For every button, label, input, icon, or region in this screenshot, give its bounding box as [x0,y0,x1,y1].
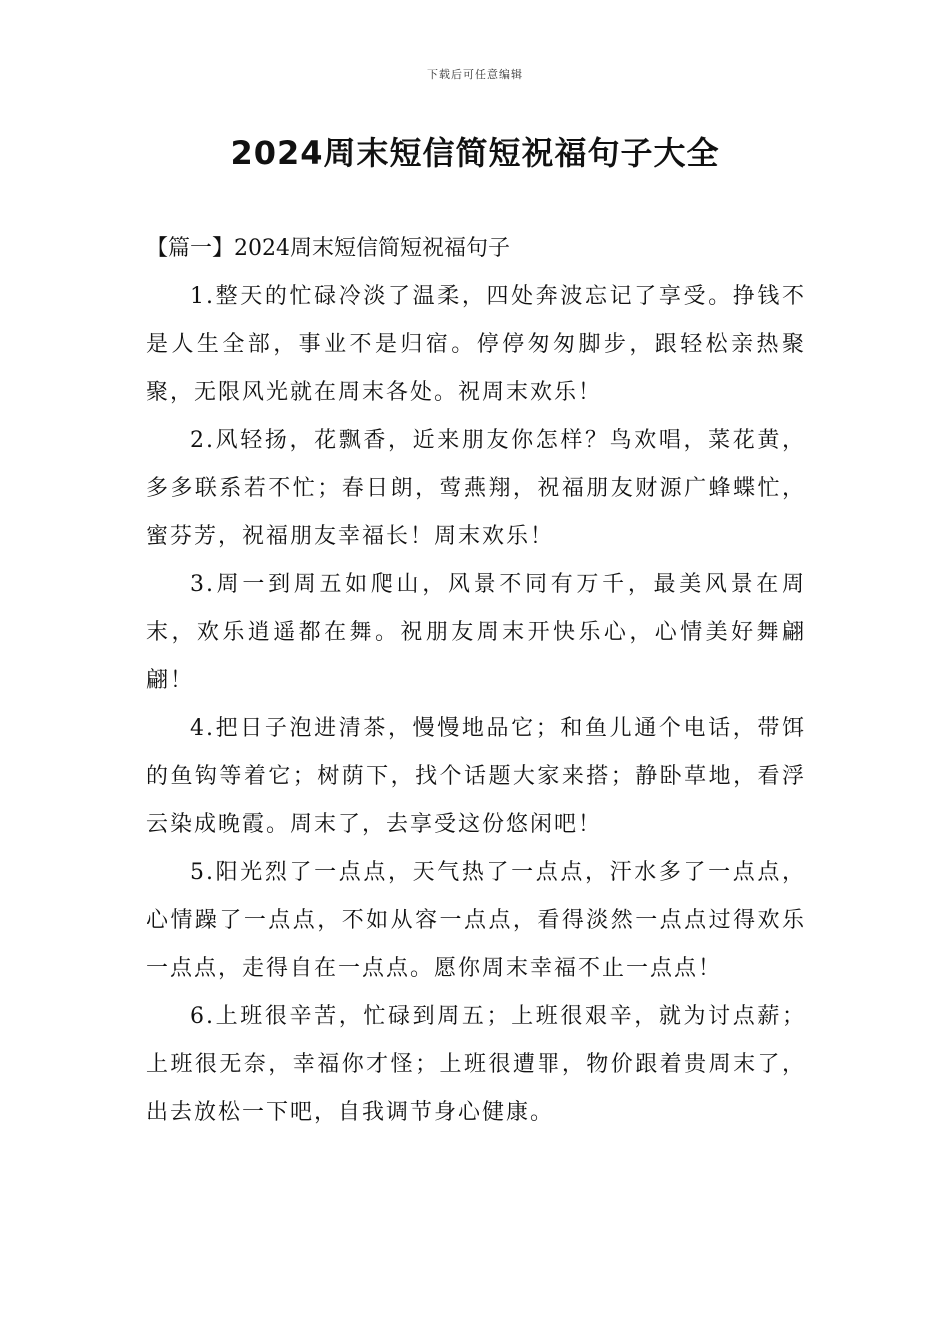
paragraph-2: 2.风轻扬，花飘香，近来朋友你怎样？鸟欢唱，菜花黄，多多联系若不忙；春日朗，莺燕翔，祝福朋友财源广蜂蝶忙，蜜芬芳，祝福朋友幸福长！周末欢乐！ [146,428,806,549]
document-title: 2024周末短信简短祝福句子大全 [230,134,720,172]
paragraph-1: 1.整天的忙碌冷淡了温柔，四处奔波忘记了享受。挣钱不是人生全部，事业不是归宿。停停匆匆脚步，跟轻松亲热聚聚，无限风光就在周末各处。祝周末欢乐！ [146,284,806,405]
section-heading: 【篇一】2024周末短信简短祝福句子 [146,236,510,261]
paragraph-5: 5.阳光烈了一点点，天气热了一点点，汗水多了一点点，心情躁了一点点，不如从容一点点，看得淡然一点点过得欢乐一点点，走得自在一点点。愿你周末幸福不止一点点！ [146,860,806,981]
header-note: 下载后可任意编辑 [427,68,523,81]
document-body [146,225,806,1137]
paragraph-4: 4.把日子泡进清茶，慢慢地品它；和鱼儿通个电话，带饵的鱼钩等着它；树荫下，找个话题大家来搭；静卧草地，看浮云染成晚霞。周末了，去享受这份悠闲吧！ [146,716,806,837]
paragraph-6: 6.上班很辛苦，忙碌到周五；上班很艰辛，就为讨点薪；上班很无奈，幸福你才怪；上班很遭罪，物价跟着贵周末了，出去放松一下吧，自我调节身心健康。 [146,1004,806,1125]
paragraph-3: 3.周一到周五如爬山，风景不同有万千，最美风景在周末，欢乐逍遥都在舞。祝朋友周末开快乐心，心情美好舞翩翩！ [146,572,806,693]
